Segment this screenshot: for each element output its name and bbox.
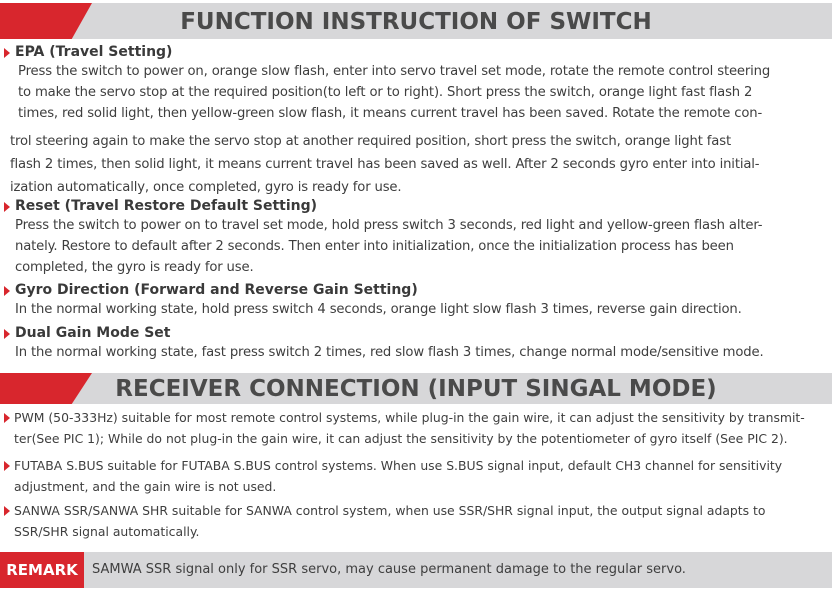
text-line: Press the switch to power on, orange slow flash, enter into servo travel set mode, rotate the remote control steering [18, 64, 771, 79]
dual-heading-row [4, 325, 824, 342]
reset-heading-row [4, 198, 824, 215]
text-line: In the normal working state, fast press switch 2 times, red slow flash 3 times, change normal mode/sensitive mode. [15, 345, 764, 360]
text-line: flash 2 times, then solid light, it means current travel has been saved as well. After 2 seconds gyro enter into initial- [10, 157, 760, 172]
epa-heading: EPA (Travel Setting) [15, 44, 173, 60]
pwm-bullet [4, 408, 826, 449]
reset-heading: Reset (Travel Restore Default Setting) [15, 198, 318, 214]
bullet-triangle-icon [4, 413, 10, 423]
sbus-bullet [4, 456, 826, 497]
sanwa-bullet [4, 501, 826, 542]
dual-heading: Dual Gain Mode Set [15, 325, 171, 341]
bullet-triangle-icon [4, 48, 10, 58]
gyro-heading: Gyro Direction (Forward and Reverse Gain Setting) [15, 282, 418, 298]
text-line: to make the servo stop at the required position(to left or to right). Short press the switch, orange light fast flash 2 [18, 85, 753, 100]
section-banner-receiver [0, 373, 832, 404]
text-line: PWM (50-333Hz) suitable for most remote control systems, while plug-in the gain wire, it can adjust the sensitivity by transmit- [14, 410, 805, 425]
text-line: ization automatically, once completed, gyro is ready for use. [10, 180, 402, 195]
epa-heading-row [4, 44, 824, 61]
gyro-paragraph [15, 299, 824, 320]
text-line: SANWA SSR/SANWA SHR suitable for SANWA control system, when use SSR/SHR signal input, the output signal adapts to [14, 503, 766, 518]
gyro-heading-row [4, 282, 824, 299]
text-line: nately. Restore to default after 2 seconds. Then enter into initialization, once the initialization process has been [15, 239, 734, 254]
remark-text: SAMWA SSR signal only for SSR servo, may cause permanent damage to the regular servo. [92, 562, 686, 577]
text-line: trol steering again to make the servo stop at another required position, short press the switch, orange light fast [10, 134, 731, 149]
text-line: times, red solid light, then yellow-green slow flash, it means current travel has been saved. Rotate the remote con- [18, 106, 763, 121]
bullet-triangle-icon [4, 329, 10, 339]
bullet-triangle-icon [4, 461, 10, 471]
text-line: SSR/SHR signal automatically. [14, 523, 200, 539]
text-line: Press the switch to power on to travel set mode, hold press switch 3 seconds, red light and yellow-green flash alter- [15, 218, 763, 233]
epa-paragraph-bottom [10, 130, 824, 199]
section-title: RECEIVER CONNECTION (INPUT SINGAL MODE) [115, 376, 717, 402]
remark-bar [0, 552, 832, 588]
text-line: ter(See PIC 1); While do not plug-in the gain wire, it can adjust the sensitivity by the potentiometer of gyro itself (See PIC 2). [14, 430, 788, 446]
text-line: completed, the gyro is ready for use. [15, 260, 254, 275]
bullet-triangle-icon [4, 286, 10, 296]
text-line: adjustment, and the gain wire is not used. [14, 478, 277, 494]
dual-paragraph [15, 342, 824, 363]
bullet-triangle-icon [4, 202, 10, 212]
epa-paragraph-top [18, 61, 824, 124]
remark-label: REMARK [0, 552, 84, 588]
bullet-triangle-icon [4, 506, 10, 516]
section-title: FUNCTION INSTRUCTION OF SWITCH [180, 9, 652, 35]
text-line: In the normal working state, hold press switch 4 seconds, orange light slow flash 3 times, reverse gain direction. [15, 302, 742, 317]
text-line: FUTABA S.BUS suitable for FUTABA S.BUS control systems. When use S.BUS signal input, default CH3 channel for sensitivity [14, 458, 783, 473]
section-banner-function [0, 3, 832, 39]
reset-paragraph [15, 215, 824, 278]
